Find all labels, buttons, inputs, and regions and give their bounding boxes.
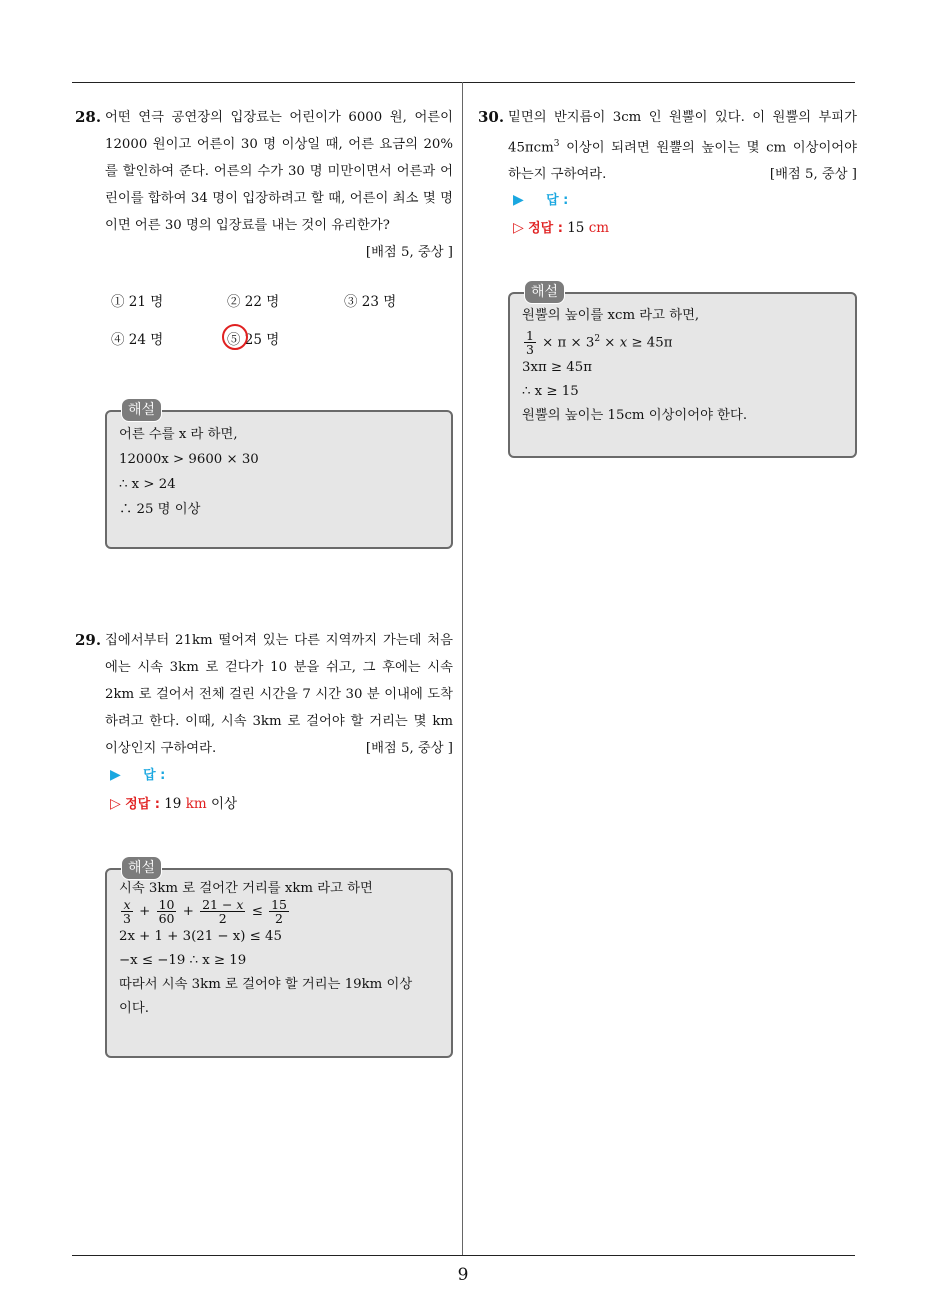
correct-label: 정답 : xyxy=(528,221,563,236)
solution-equation: $\frac{1}{3}$ × $\pi \times 3^2 \times x \ge 45\pi$ xyxy=(526,328,673,358)
score-meta: [배점 5, 중상 ] xyxy=(365,245,453,260)
column-divider xyxy=(462,82,463,1255)
solution-line: 12000x > 9600 × 30 xyxy=(119,452,259,467)
solution-tag: 해설 xyxy=(121,398,162,422)
correct-value: 19 xyxy=(164,796,182,812)
outline-triangle-icon: ▷ xyxy=(513,220,524,236)
solution-box-28 xyxy=(105,402,453,549)
score-meta: [배점 5, 중상 ] xyxy=(769,167,857,183)
solution-line: 따라서 시속 3km 로 걸어야 할 거리는 19km 이상 xyxy=(119,977,413,992)
correct-suffix: 이상 xyxy=(210,796,238,812)
question-text: 밑면의 반지름이 3cm 인 원뿔이 있다. 이 원뿔의 부피가 45πcm$^3$ 이상이 되려면 원뿔의 높이는 몇 cm 이상이어야 하는지 구하여라. [배점 5, 중상 ] xyxy=(508,104,857,188)
correct-unit: km xyxy=(185,796,207,812)
solution-line: 원뿔의 높이는 15cm 이상이어야 한다. xyxy=(522,408,748,424)
footer-rule xyxy=(72,1255,855,1256)
solution-line: 이다. xyxy=(119,1001,149,1016)
question-text: 집에서부터 21km 떨어져 있는 다른 지역까지 가는데 처음에는 시속 3km 로 걷다가 10 분을 쉬고, 그 후에는 시속 2km 로 걸어서 전체 걸린 시간을 7 시간 30 분 이내에 도착하려고 한다. 이때, 시속 3km 로 걸어야 할 거리는 몇 km 이상인지 구하여라. [배점 5, 중상 ] xyxy=(105,627,453,762)
solution-line: 어른 수를 x 라 하면, xyxy=(119,427,238,442)
solution-equation: $\frac{x}{3}$ + $\frac{10}{60}$ + $\frac{21 - x}{2}$ ≤ $\frac{15}{2}$ xyxy=(123,897,287,926)
choice-5-selected[interactable]: ⑤ 25 명 xyxy=(227,328,279,348)
correct-answer-row xyxy=(110,792,237,812)
question-30 xyxy=(478,104,857,188)
question-number: 30. xyxy=(478,108,505,126)
play-triangle-icon: ▶ xyxy=(513,192,524,208)
choice-3[interactable]: ③ 23 명 xyxy=(344,294,397,310)
correct-unit: cm xyxy=(588,220,610,236)
answer-input-row[interactable] xyxy=(513,189,568,208)
solution-tag: 해설 xyxy=(524,280,565,304)
answer-label: 답 : xyxy=(546,193,569,208)
solution-box-29 xyxy=(105,860,453,1058)
solution-line: 2x + 1 + 3(21 − x) ≤ 45 xyxy=(119,929,282,944)
score-meta: [배점 5, 중상 ] xyxy=(365,741,453,756)
solution-line: ∴ x > 24 xyxy=(119,477,176,492)
choice-4[interactable]: ④ 24 명 xyxy=(111,332,164,348)
question-number: 28. xyxy=(75,108,102,126)
question-28 xyxy=(75,104,453,266)
correct-value: 15 xyxy=(567,220,585,236)
correct-label: 정답 : xyxy=(125,797,160,812)
solution-line: ∴ x ≥ 15 xyxy=(522,384,579,400)
choice-1[interactable]: ① 21 명 xyxy=(111,294,164,310)
question-29 xyxy=(75,627,453,762)
play-triangle-icon: ▶ xyxy=(110,767,121,783)
page-number: 9 xyxy=(457,1265,469,1285)
solution-box-30 xyxy=(508,284,857,458)
solution-tag: 해설 xyxy=(121,856,162,880)
solution-line: 3xπ ≥ 45π xyxy=(522,360,592,376)
choice-2[interactable]: ② 22 명 xyxy=(227,294,280,310)
question-number: 29. xyxy=(75,631,102,649)
answer-circle-mark xyxy=(222,324,248,350)
question-text: 어떤 연극 공연장의 입장료는 어린이가 6000 원, 어른이 12000 원이고 어른이 30 명 이상일 때, 어른 요금의 20% 를 할인하여 준다. 어른의 수가 30 명 미만이면서 어른과 어린이를 합하여 34 명이 입장하려고 할 때, 어른이 최소 몇 명이면 어른 30 명의 입장료를 내는 것이 유리한가? [배점 5, 중상 ] xyxy=(105,104,453,239)
solution-line: 시속 3km 로 걸어간 거리를 xkm 라고 하면 xyxy=(119,881,373,896)
header-rule xyxy=(72,82,855,83)
solution-line: −x ≤ −19 ∴ x ≥ 19 xyxy=(119,953,247,968)
outline-triangle-icon: ▷ xyxy=(110,796,121,812)
solution-line: 원뿔의 높이를 xcm 라고 하면, xyxy=(522,308,700,323)
answer-input-row[interactable] xyxy=(110,764,165,783)
correct-answer-row xyxy=(513,217,609,236)
solution-line: ∴ 25 명 이상 xyxy=(119,502,201,517)
answer-label: 답 : xyxy=(143,768,166,783)
